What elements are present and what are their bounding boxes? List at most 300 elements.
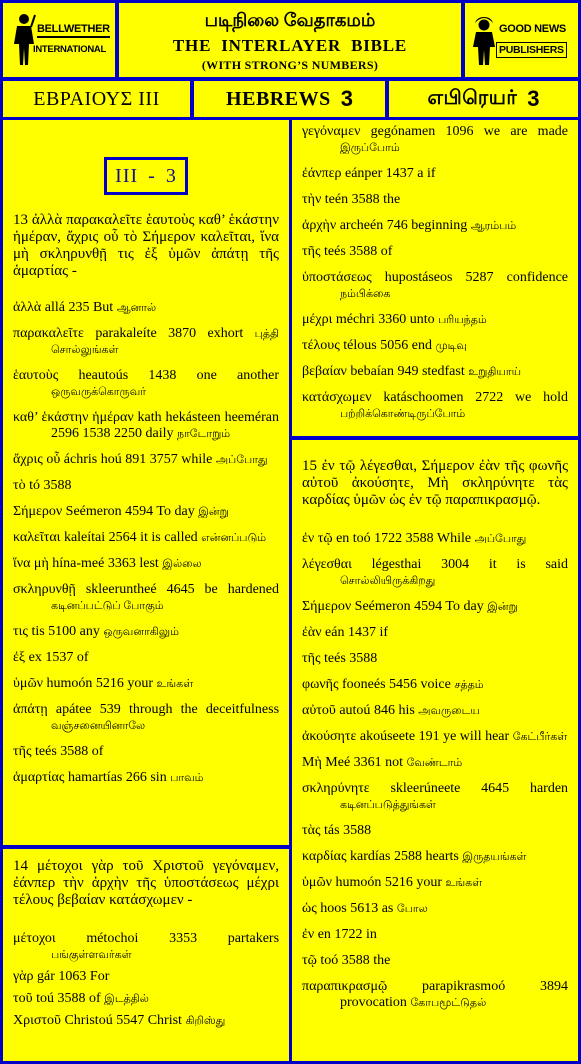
entry-greek: τῆς	[302, 244, 321, 259]
entry-translit: kaleítai	[63, 530, 106, 545]
entry-strongs: 3588	[351, 192, 380, 207]
entry-tamil: சொல்லியிருக்கிறது	[340, 575, 436, 587]
verse-greek: ἐν τῷ λέγεσθαι, Σήμερον ἐὰν τῆς φωνῆς αὐτοῦ ἀκούσητε, Μὴ σκληρύνητε τὰς καρδίας ὑμῶν ὡς ἐν τῷ παραπικρασμῷ.	[302, 458, 569, 508]
entry-tamil: பற்றிக்கொண்டிருப்போம்	[340, 408, 466, 420]
word-entry	[302, 390, 568, 422]
entry-greek: ὑμῶν	[302, 875, 332, 890]
entry-translit: humoón	[46, 676, 93, 691]
entry-greek: τῷ	[302, 953, 317, 968]
word-entry	[13, 1013, 279, 1029]
word-entry	[13, 556, 279, 572]
word-entry	[302, 364, 568, 380]
word-entry	[302, 312, 568, 328]
entry-greek: τις	[13, 624, 28, 639]
entry-translit: en toó	[336, 531, 371, 546]
entry-tamil: இருப்போம்	[340, 142, 400, 154]
chapter-number: 3	[527, 86, 540, 111]
word-entry-list	[302, 531, 568, 1011]
entry-english: lest	[139, 556, 159, 571]
word-entry	[302, 703, 568, 719]
entry-greek: ἀρχὴν	[302, 218, 337, 233]
entry-strongs: 891 3757	[125, 452, 178, 467]
entry-strongs: 3588	[349, 651, 378, 666]
good-news-logo-subname: PUBLISHERS	[496, 42, 567, 58]
word-entry	[302, 901, 568, 917]
entry-greek: ἵνα μὴ	[13, 556, 49, 571]
entry-greek: καλεῖται	[13, 530, 61, 545]
entry-greek: αὐτοῦ	[302, 703, 336, 718]
word-entry	[13, 504, 279, 520]
entry-translit: ex	[28, 650, 42, 665]
entry-tamil: இருதயங்கள்	[462, 851, 527, 863]
entry-english: we hold	[515, 390, 568, 405]
word-entry	[13, 410, 279, 442]
entry-translit: Christoú	[64, 1013, 113, 1028]
word-entry	[13, 770, 279, 786]
entry-strongs: 5547	[116, 1013, 145, 1028]
entry-strongs: 5100	[48, 624, 77, 639]
entry-tamil: சத்தம்	[454, 679, 484, 691]
entry-english: one another	[196, 368, 280, 383]
book-title-tamil: எபிரெயர்	[427, 86, 518, 109]
entry-tamil: முடிவு	[435, 340, 467, 352]
entry-greek: ἀπάτῃ	[13, 702, 48, 717]
entry-strongs: 4645	[166, 582, 195, 597]
entry-tamil: கடினப்பட்டுப் போகும்	[51, 600, 164, 612]
bellwether-figure-icon	[12, 13, 36, 67]
entry-english: unto	[409, 312, 435, 327]
entry-english: of	[91, 744, 104, 759]
entry-english: confidence	[506, 270, 569, 285]
good-news-logo	[465, 3, 578, 77]
verse-number: 15	[302, 458, 317, 474]
bellwether-logo	[3, 3, 115, 77]
entry-translit: humoón	[335, 875, 382, 890]
word-entry-list	[302, 124, 568, 422]
word-entry	[302, 927, 568, 943]
entry-translit: hína-meé	[52, 556, 105, 571]
word-entry	[302, 651, 568, 667]
word-entry	[13, 650, 279, 666]
entry-greek: μέτοχοι	[13, 931, 56, 946]
entry-translit: en	[317, 927, 331, 942]
entry-strongs: 4594	[125, 504, 154, 519]
word-entry	[302, 677, 568, 693]
word-entry	[302, 531, 568, 547]
word-entry	[302, 599, 568, 615]
entry-english: we are made	[483, 124, 568, 139]
verse-number: 14	[13, 858, 28, 874]
verse-greek: μέτοχοι γὰρ τοῦ Χριστοῦ γεγόναμεν, ἐάνπερ τὴν ἀρχὴν τῆς ὑποστάσεως μέχρι τέλους βεβαίαν κατάσχωμεν -	[13, 858, 280, 908]
entry-translit: archeén	[339, 218, 384, 233]
entry-greek: ἐάνπερ	[302, 166, 342, 181]
entry-greek: σκληρύνητε	[302, 781, 370, 796]
entry-strongs: 5056	[380, 338, 409, 353]
entry-english: exhort	[207, 326, 244, 341]
entry-english: it is said	[488, 557, 569, 572]
entry-strongs: 1437	[385, 166, 414, 181]
entry-translit: allá	[44, 300, 65, 315]
entry-greek: ἁμαρτίας	[13, 770, 65, 785]
word-entry	[302, 625, 568, 641]
entry-tamil: பரியந்தம்	[438, 314, 487, 326]
book-title-tamil-box	[389, 81, 578, 117]
word-entry	[302, 557, 568, 589]
entry-strongs: 2588	[393, 849, 422, 864]
entry-strongs: 2722	[475, 390, 504, 405]
entry-greek: παραπικρασμῷ	[302, 979, 388, 994]
bellwether-logo-name: BELLWETHER	[37, 23, 110, 38]
word-entry	[302, 979, 568, 1011]
entry-english: his	[398, 703, 415, 718]
entry-tamil: உங்கள்	[445, 877, 483, 889]
word-entry	[13, 368, 279, 400]
entry-translit: hoos	[320, 901, 347, 916]
entry-strongs: 3588	[343, 823, 372, 838]
word-entry	[13, 676, 279, 692]
entry-translit: tis	[31, 624, 45, 639]
entry-strongs: 3360	[378, 312, 407, 327]
entry-translit: légesthai	[371, 557, 422, 572]
entry-tamil: நம்பிக்கை	[340, 288, 391, 300]
entry-translit: hamartías	[67, 770, 123, 785]
chapter-number: 3	[340, 86, 353, 111]
entry-greek: βεβαίαν	[302, 364, 347, 379]
entry-tamil: கோபமூட்டுதல்	[410, 997, 487, 1009]
entry-tamil: ஒருவனாகிலும்	[103, 626, 179, 638]
entry-english: as	[381, 901, 394, 916]
entry-english: ye will hear	[443, 729, 510, 744]
entry-english: partakers	[227, 931, 280, 946]
entry-tamil: இன்று	[487, 601, 518, 613]
entry-strongs: 3363	[107, 556, 136, 571]
entry-strongs: 3004	[441, 557, 470, 572]
entry-tamil: ஆரம்பம்	[470, 220, 517, 232]
entry-greek: ἐν τῷ	[302, 531, 333, 546]
entry-translit: kardías	[350, 849, 391, 864]
entry-tamil: பங்குள்ளவர்கள்	[51, 949, 132, 961]
entry-strongs: 3588	[57, 991, 86, 1006]
word-entry	[13, 931, 279, 963]
entry-translit: teés	[324, 244, 346, 259]
word-entry	[13, 702, 279, 734]
entry-strongs: 235	[68, 300, 90, 315]
word-entry	[302, 218, 568, 234]
entry-translit: tás	[324, 823, 340, 838]
word-entry	[302, 244, 568, 260]
entry-translit: heautoús	[78, 368, 129, 383]
verse-number: 13	[13, 212, 28, 228]
entry-greek: ἀκούσητε	[302, 729, 357, 744]
entry-strongs: 3870	[168, 326, 197, 341]
entry-greek: ἀλλὰ	[13, 300, 42, 315]
entry-strongs: 3361	[353, 755, 382, 770]
word-entry-list	[13, 300, 279, 786]
word-entry	[302, 823, 568, 839]
entry-english: But	[92, 300, 114, 315]
title-english: THE INTERLAYER BIBLE	[172, 36, 408, 55]
entry-tamil: புத்தி சொல்லுங்கள்	[51, 328, 280, 356]
entry-greek: τῆς	[13, 744, 32, 759]
word-entry	[13, 582, 279, 614]
entry-english: while	[181, 452, 213, 467]
entry-strongs: 2564	[108, 530, 137, 545]
entry-greek: κατάσχωμεν	[302, 390, 372, 405]
entry-translit: télous	[343, 338, 377, 353]
entry-tamil: கிறிஸ்து	[185, 1015, 226, 1027]
entry-translit: hupostáseos	[384, 270, 453, 285]
bible-title-block	[119, 3, 461, 77]
entry-strongs: 846	[373, 703, 395, 718]
entry-greek: καθ’ ἑκάστην ἡμέραν	[13, 410, 134, 425]
word-entry	[302, 270, 568, 302]
entry-greek: ἐν	[302, 927, 315, 942]
entry-tamil: அப்போது	[215, 454, 268, 466]
entry-strongs: 1722	[334, 927, 363, 942]
entry-tamil: இன்று	[198, 506, 229, 518]
verse-13-panel	[3, 120, 289, 845]
entry-english: the	[383, 192, 401, 207]
book-title-greek-box	[3, 81, 190, 117]
entry-translit: Seémeron	[354, 599, 411, 614]
entry-greek: φωνῆς	[302, 677, 339, 692]
entry-english: stedfast	[421, 364, 465, 379]
entry-strongs: 4645	[481, 781, 510, 796]
entry-english: To day	[156, 504, 195, 519]
word-entry	[13, 969, 279, 985]
entry-greek: λέγεσθαι	[302, 557, 352, 572]
entry-strongs: 5613	[350, 901, 379, 916]
entry-greek: τὴν	[302, 192, 322, 207]
entry-strongs: 949	[397, 364, 419, 379]
entry-translit: autoú	[339, 703, 371, 718]
entry-tamil: ஒருவருக்கொருவர்	[51, 386, 146, 398]
entry-greek: τέλους	[302, 338, 340, 353]
entry-strongs: 3588	[43, 478, 72, 493]
entry-translit: métochoi	[86, 931, 139, 946]
verse-greek: ἀλλὰ παρακαλεῖτε ἑαυτοὺς καθ’ ἑκάστην ἡμέραν, ἄχρις οὗ τὸ Σήμερον καλεῖται, ἵνα μὴ σκληρυνθῇ τις ἐξ ὑμῶν ἀπάτῃ τῆς ἁμαρτίας -	[13, 212, 280, 279]
entry-strongs: 1722 3588	[374, 531, 434, 546]
entry-english: of	[76, 650, 89, 665]
entry-tamil: பாவம்	[170, 772, 204, 784]
entry-english: it is called	[140, 530, 198, 545]
entry-tamil: கடினப்படுத்துங்கள்	[340, 799, 436, 811]
entry-tamil: கேட்பீர்கள்	[512, 731, 568, 743]
entry-translit: parapikrasmoó	[422, 979, 506, 994]
entry-translit: Seémeron	[65, 504, 122, 519]
entry-tamil: வஞ்சனையினாலே	[51, 720, 146, 732]
entry-strongs: 746	[386, 218, 408, 233]
entry-english: daily	[145, 426, 174, 441]
entry-strongs: 4594	[414, 599, 443, 614]
entry-greek: ὡς	[302, 901, 317, 916]
entry-tamil: போல	[396, 903, 428, 915]
entry-greek: ἐξ	[13, 650, 26, 665]
entry-english: hearts	[425, 849, 459, 864]
word-entry	[13, 991, 279, 1007]
entry-translit: tó	[29, 478, 41, 493]
entry-english: a if	[417, 166, 436, 181]
entry-english: of	[88, 991, 101, 1006]
entry-translit: teén	[324, 192, 349, 207]
entry-strongs: 1063	[58, 969, 87, 984]
entry-greek: ἐὰν	[302, 625, 322, 640]
word-entry	[13, 452, 279, 468]
chapter-box: III - 3	[104, 157, 188, 195]
entry-greek: παρακαλεῖτε	[13, 326, 84, 341]
entry-greek: τὸ	[13, 478, 26, 493]
entry-strongs: 1437	[347, 625, 376, 640]
entry-tamil: நாடோறும்	[177, 428, 231, 440]
entry-english: provocation	[340, 995, 407, 1010]
entry-greek: ἄχρις οὗ	[13, 452, 61, 467]
entry-translit: fooneés	[342, 677, 386, 692]
book-title-english: HEBREWS	[226, 87, 331, 110]
word-entry	[302, 755, 568, 771]
entry-strongs: 539	[99, 702, 121, 717]
entry-english: voice	[420, 677, 451, 692]
entry-tamil: அப்போது	[474, 533, 527, 545]
entry-translit: toó	[320, 953, 339, 968]
entry-greek: τὰς	[302, 823, 321, 838]
entry-strongs: 191	[418, 729, 440, 744]
entry-translit: Meé	[325, 755, 351, 770]
entry-translit: kath hekásteen heeméran	[137, 410, 279, 425]
entry-strongs: 3894	[540, 979, 568, 994]
word-entry	[13, 478, 279, 494]
entry-english: For	[89, 969, 110, 984]
word-entry	[13, 744, 279, 760]
entry-translit: eánper	[344, 166, 383, 181]
entry-greek: ὑμῶν	[13, 676, 43, 691]
entry-tamil: இடத்தில்	[104, 993, 149, 1005]
entry-greek: ἑαυτοὺς	[13, 368, 59, 383]
book-title-english-box	[194, 81, 385, 117]
entry-tamil: வேண்டாம்	[406, 757, 463, 769]
word-entry-list	[13, 931, 279, 1029]
entry-english: To day	[445, 599, 484, 614]
verse-text	[302, 458, 568, 509]
word-entry	[13, 624, 279, 640]
entry-english: of	[380, 244, 393, 259]
word-entry	[302, 849, 568, 865]
entry-strongs: 3588	[60, 744, 89, 759]
entry-english: beginning	[411, 218, 468, 233]
entry-greek: καρδίας	[302, 849, 347, 864]
entry-english: end	[411, 338, 432, 353]
word-entry	[302, 338, 568, 354]
entry-english: in	[365, 927, 377, 942]
entry-greek: τῆς	[302, 651, 321, 666]
word-entry	[13, 326, 279, 358]
entry-strongs: 1438	[148, 368, 177, 383]
entry-greek: σκληρυνθῇ	[13, 582, 76, 597]
entry-translit: toú	[36, 991, 54, 1006]
subtitle: (WITH STRONG’S NUMBERS)	[201, 58, 379, 72]
entry-translit: parakaleíte	[95, 326, 157, 341]
entry-english: While	[436, 531, 472, 546]
entry-english: if	[379, 625, 389, 640]
book-title-greek: ΕΒΡΑΙΟΥΣ III	[33, 87, 160, 110]
entry-tamil: என்னப்படும்	[201, 532, 267, 544]
entry-greek: Σήμερον	[302, 599, 352, 614]
entry-english: through the deceitfulness	[128, 702, 280, 717]
entry-greek: Μὴ	[302, 755, 322, 770]
entry-translit: teés	[35, 744, 57, 759]
entry-translit: akoúseete	[359, 729, 416, 744]
entry-translit: teés	[324, 651, 346, 666]
entry-english: any	[79, 624, 100, 639]
bellwether-logo-subname: INTERNATIONAL	[33, 44, 106, 55]
entry-strongs: 1537	[45, 650, 74, 665]
entry-strongs: 2596 1538 2250	[51, 426, 142, 441]
entry-greek: Χριστοῦ	[13, 1013, 61, 1028]
entry-strongs: 1096	[445, 124, 474, 139]
entry-tamil: இல்லை	[162, 558, 202, 570]
entry-english: the	[373, 953, 391, 968]
entry-english: be hardened	[204, 582, 280, 597]
word-entry	[302, 875, 568, 891]
entry-strongs: 5287	[465, 270, 494, 285]
entry-translit: skleerúneete	[390, 781, 461, 796]
entry-translit: apátee	[55, 702, 92, 717]
entry-strongs: 3588	[341, 953, 370, 968]
entry-translit: skleeruntheé	[85, 582, 157, 597]
entry-strongs: 3353	[169, 931, 198, 946]
entry-strongs: 5216	[384, 875, 413, 890]
entry-strongs: 266	[125, 770, 147, 785]
entry-greek: ὑποστάσεως	[302, 270, 372, 285]
verse-14-panel	[3, 849, 289, 1061]
entry-english: Christ	[147, 1013, 182, 1028]
word-entry	[13, 300, 279, 316]
verse-14-continued-panel	[292, 120, 578, 436]
verse-text	[13, 212, 279, 280]
entry-translit: eán	[325, 625, 345, 640]
entry-translit: bebaían	[350, 364, 394, 379]
good-news-figure-icon	[471, 13, 497, 67]
entry-strongs: 3588	[349, 244, 378, 259]
entry-greek: Σήμερον	[13, 504, 63, 519]
entry-english: your	[416, 875, 443, 890]
entry-greek: τοῦ	[13, 991, 33, 1006]
entry-translit: gegónamen	[370, 124, 436, 139]
entry-tamil: ஆனால்	[116, 302, 157, 314]
entry-english: not	[385, 755, 404, 770]
word-entry	[302, 166, 568, 182]
entry-english: harden	[529, 781, 569, 796]
title-tamil: படிநிலை வேதாகமம்	[204, 10, 376, 30]
word-entry	[13, 530, 279, 546]
entry-greek: γεγόναμεν	[302, 124, 361, 139]
entry-tamil: உறுதியாய்	[468, 366, 522, 378]
word-entry	[302, 729, 568, 745]
verse-15-panel	[292, 440, 578, 1061]
entry-strongs: 5216	[95, 676, 124, 691]
entry-english: sin	[150, 770, 167, 785]
entry-translit: gár	[37, 969, 55, 984]
entry-tamil: உங்கள்	[156, 678, 194, 690]
verse-text	[13, 858, 279, 909]
entry-translit: áchris hoú	[63, 452, 122, 467]
word-entry	[302, 124, 568, 156]
entry-translit: méchri	[335, 312, 375, 327]
entry-translit: katáschoomen	[383, 390, 464, 405]
entry-greek: γὰρ	[13, 969, 34, 984]
word-entry	[302, 953, 568, 969]
entry-tamil: அவருடைய	[418, 705, 480, 717]
good-news-logo-name: GOOD NEWS	[499, 23, 566, 35]
